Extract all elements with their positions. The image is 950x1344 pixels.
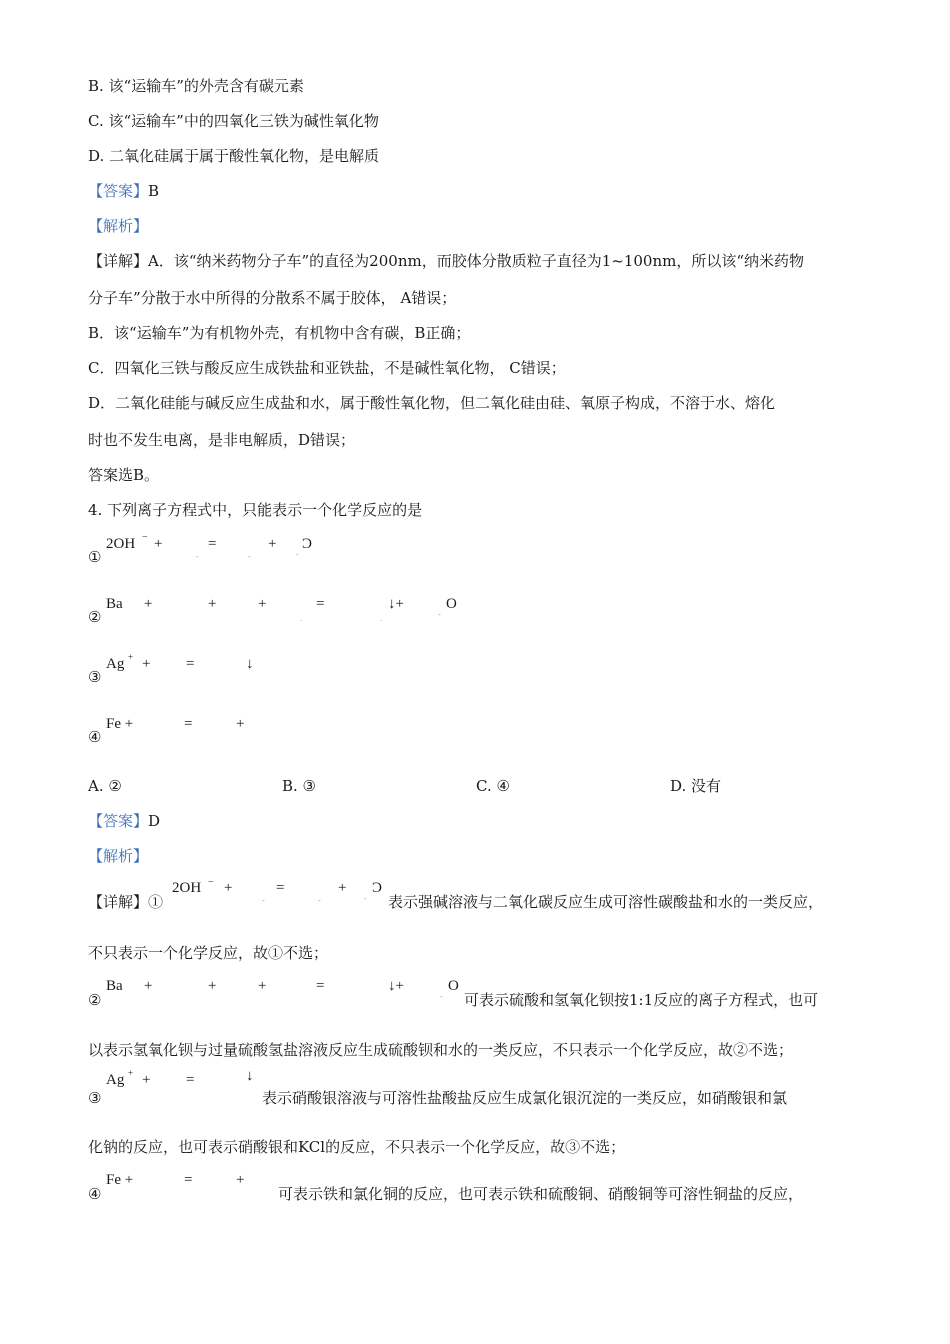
q4-detail-2-text: 可表示硫酸和氢氧化钡按1:1反应的离子方程式，也可 [464, 991, 819, 1009]
answer-tag: 【答案】 [88, 182, 149, 200]
q4-formula-4: ④ Fe + = + [88, 716, 245, 746]
q4-detail-1-text: 表示强碱溶液与二氧化碳反应生成可溶性碳酸盐和水的一类反应， [388, 893, 824, 911]
marker-2-detail: ② [88, 991, 102, 1009]
q4-detail-formula-2: Ba + + + = ↓+ - O [106, 978, 459, 1001]
q3-detail-c: C．四氧化三铁与酸反应生成铁盐和亚铁盐，不是碱性氧化物， C错误； [88, 359, 566, 377]
q3-answer-value: B [148, 182, 160, 200]
q3-detail-b: B．该“运输车”为有机物外壳，有机物中含有碳，B正确； [88, 324, 471, 342]
q4-detail-1-start [88, 892, 163, 912]
detail-tag: 【详解】 [88, 252, 149, 270]
q4-detail-formula-4: Fe + = + [106, 1172, 245, 1188]
q4-formula-1: ① 2OH − + - = - + - Ͻ [88, 532, 313, 566]
q3-option-b: B. 该“运输车”的外壳含有碳元素 [88, 77, 304, 95]
marker-1: ① [88, 550, 102, 566]
q4-option-b: B. ③ [282, 777, 317, 795]
q4-stem: 4. 下列离子方程式中，只能表示一个化学反应的是 [88, 501, 423, 519]
marker-3-detail: ③ [88, 1089, 102, 1107]
q4-answer-line [88, 811, 160, 831]
q4-formula-3: ③ Ag + + = ↓ [88, 652, 254, 686]
q4-detail-2-cont: 以表示氢氧化钡与过量硫酸氢盐溶液反应生成硫酸钡和水的一类反应，不只表示一个化学反应，故②不选； [88, 1041, 794, 1059]
q3-detail-d1: D．二氧化硅能与碱反应生成盐和水，属于酸性氧化物，但二氧化硅由硅、氧原子构成，不溶于水、熔化 [88, 394, 776, 412]
q4-detail-4-text: 可表示铁和氯化铜的反应，也可表示铁和硫酸铜、硝酸铜等可溶性铜盐的反应， [278, 1185, 804, 1203]
q4-option-d: D. 没有 [670, 777, 722, 795]
q4-analysis-tag: 【解析】 [88, 847, 149, 865]
q3-answer-line [88, 181, 159, 201]
marker-2: ② [88, 610, 102, 626]
answer-tag: 【答案】 [88, 812, 149, 830]
q4-detail-formula-1: 2OH − + - = - + - Ͻ [172, 877, 383, 905]
q3-conclusion: 答案选B。 [88, 466, 160, 484]
q4-option-a: A. ② [88, 777, 122, 795]
marker-4-detail: ④ [88, 1185, 102, 1203]
marker-3: ③ [88, 670, 102, 686]
q4-detail-formula-3: Ag + + = ↓ [106, 1068, 254, 1088]
q4-detail-3-cont: 化钠的反应，也可表示硝酸银和KCl的反应，不只表示一个化学反应，故③不选； [88, 1138, 626, 1156]
q3-detail-a2: 分子车”分散于水中所得的分散系不属于胶体， A错误； [88, 289, 457, 307]
q3-analysis-tag: 【解析】 [88, 217, 149, 235]
q3-detail-d2: 时也不发生电离，是非电解质，D错误； [88, 431, 356, 449]
q3-detail-a1: 【详解】A．该“纳米药物分子车”的直径为200nm，而胶体分散质粒子直径为1~100nm，所以该“纳米药物 [88, 252, 804, 270]
q4-answer-value: D [148, 812, 161, 830]
detail-tag: 【详解】 [88, 893, 149, 911]
marker-1: ① [148, 893, 164, 911]
q4-detail-1-cont: 不只表示一个化学反应，故①不选； [88, 944, 329, 962]
q4-detail-3-text: 表示硝酸银溶液与可溶性盐酸盐反应生成氯化银沉淀的一类反应，如硝酸银和氯 [262, 1089, 788, 1107]
marker-4: ④ [88, 730, 102, 746]
q4-option-c: C. ④ [476, 777, 510, 795]
q3-option-c: C. 该“运输车”中的四氧化三铁为碱性氧化物 [88, 112, 379, 130]
q4-formula-2: ② Ba + + + . = . ↓+ - O [88, 596, 457, 626]
q3-option-d: D. 二氧化硅属于属于酸性氧化物，是电解质 [88, 147, 380, 165]
